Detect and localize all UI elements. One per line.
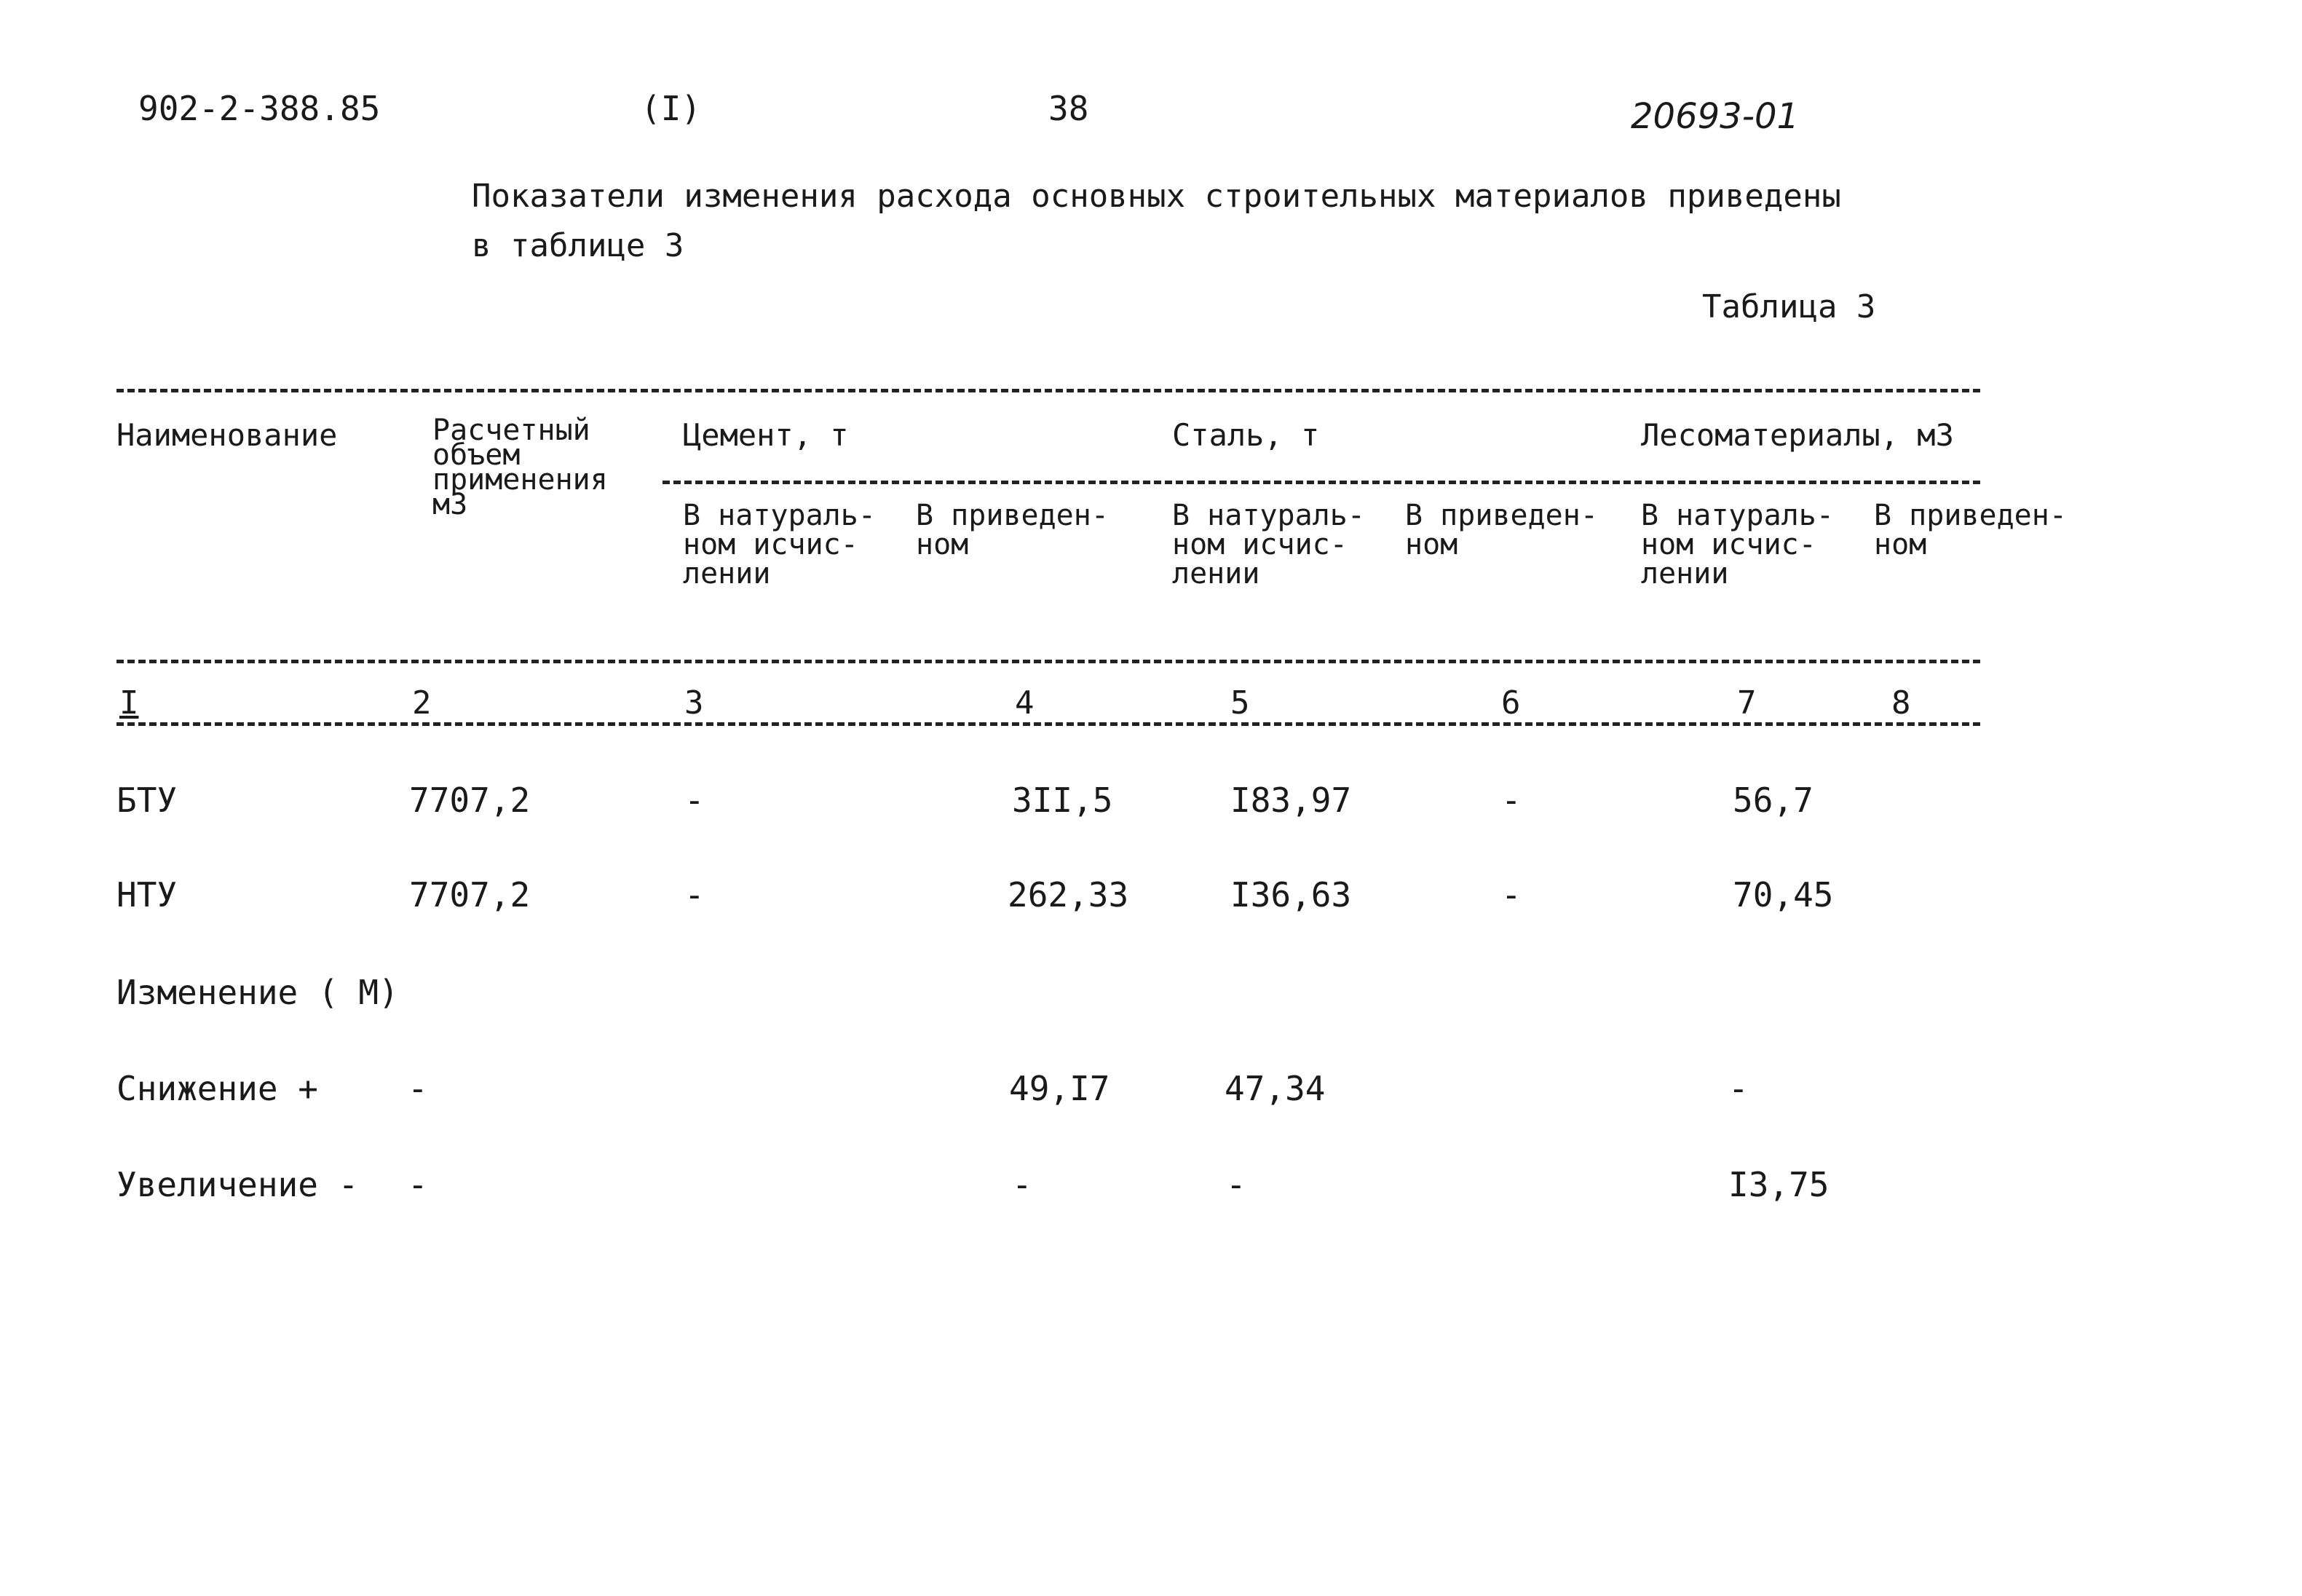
column-number-7: 7	[1737, 684, 1757, 722]
table-row-5-cement-reduced: -	[1012, 1165, 1032, 1204]
column-number-8: 8	[1891, 684, 1911, 722]
table-row-3-name: Изменение ( М)	[116, 973, 399, 1012]
page-number: 38	[1048, 89, 1089, 128]
table-row-2-steel-reduced: -	[1501, 875, 1522, 914]
table-row-1-cement-natural: -	[684, 781, 705, 820]
column-number-2: 2	[412, 684, 432, 722]
header-volume: Расчетный объем применения м3	[432, 414, 608, 521]
column-number-5: 5	[1230, 684, 1250, 722]
subheader-steel-natural: В натураль- ном исчис- лении	[1172, 499, 1365, 590]
column-number-4: 4	[1015, 684, 1035, 722]
table-caption: Таблица 3	[1702, 288, 1876, 325]
table-row-2-steel-natural: I36,63	[1230, 875, 1352, 914]
table-row-1-volume: 7707,2	[409, 781, 531, 820]
intro-line-1: Показатели изменения расхода основных строительных материалов приведены	[472, 178, 1841, 215]
table-row-2-cement-reduced: 262,33	[1008, 875, 1129, 914]
column-number-1: I	[119, 684, 139, 722]
subheader-steel-reduced: В приведен- ном	[1405, 499, 1598, 561]
part-number: (I)	[641, 89, 702, 128]
header-timber: Лесоматериалы, м3	[1641, 417, 1954, 453]
header-cement: Цемент, т	[683, 417, 849, 453]
table-row-5-volume: -	[408, 1165, 428, 1204]
table-row-1-timber-natural: 56,7	[1733, 781, 1813, 820]
column-number-6: 6	[1501, 684, 1521, 722]
header-bottom-rule	[116, 660, 1980, 663]
table-row-4-cement-reduced: 49,I7	[1009, 1069, 1110, 1108]
subheader-cement-natural: В натураль- ном исчис- лении	[683, 499, 876, 590]
column-number-3: 3	[684, 684, 704, 722]
column-number-rule	[116, 722, 1980, 726]
table-row-5-steel-natural: -	[1226, 1165, 1246, 1204]
table-row-2-timber-natural: 70,45	[1733, 875, 1834, 914]
header-sub-rule	[662, 481, 1980, 484]
table-row-2-volume: 7707,2	[409, 875, 531, 914]
table-row-2-cement-natural: -	[684, 875, 705, 914]
subheader-timber-reduced: В приведен- ном	[1874, 499, 2067, 561]
table-row-1-name: БТУ	[116, 781, 178, 820]
document-code: 902-2-388.85	[138, 89, 381, 128]
table-row-1-cement-reduced: 3II,5	[1012, 781, 1113, 820]
header-steel: Сталь, т	[1172, 417, 1320, 453]
subheader-timber-natural: В натураль- ном исчис- лении	[1641, 499, 1834, 590]
table-row-4-name: Снижение +	[116, 1069, 318, 1108]
table-row-5-name: Увеличение -	[116, 1165, 359, 1204]
table-row-4-steel-natural: 47,34	[1225, 1069, 1326, 1108]
subheader-cement-reduced: В приведен- ном	[916, 499, 1109, 561]
intro-paragraph	[472, 172, 1841, 271]
table-row-1-steel-reduced: -	[1501, 781, 1522, 820]
table-row-1-steel-natural: I83,97	[1230, 781, 1352, 820]
table-row-2-name: НТУ	[116, 875, 178, 914]
inventory-stamp: 20693-01	[1631, 96, 1800, 137]
table-row-4-timber-natural: -	[1728, 1069, 1749, 1108]
header-name: Наименование	[116, 417, 338, 453]
table-row-4-volume: -	[408, 1069, 428, 1108]
table-row-5-timber-natural: I3,75	[1728, 1165, 1830, 1204]
table-top-rule	[116, 389, 1980, 392]
intro-line-2: в таблице 3	[472, 227, 684, 264]
